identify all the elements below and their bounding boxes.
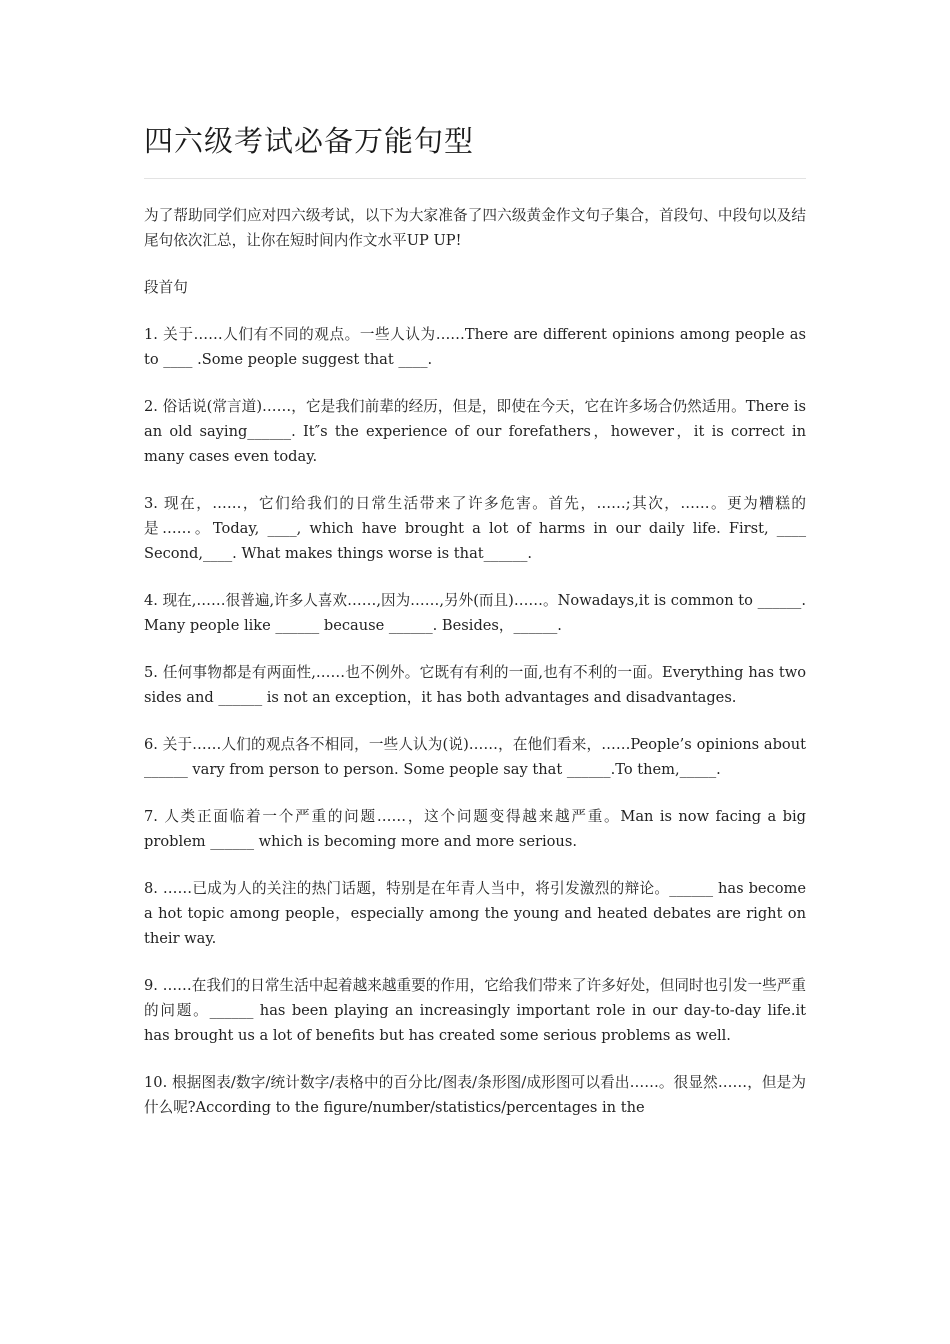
sentence-item: 3. 现在，……，它们给我们的日常生活带来了许多危害。首先，……;其次，……。更为糟糕的是……。Today, ____, which have brought a lot of harms in our daily life. First, ____ Second,____. What makes things worse is that______. [144,495,806,562]
sentence-item: 2. 俗话说(常言道)……，它是我们前辈的经历，但是，即使在今天，它在许多场合仍然适用。There is an old saying______. It″s the experience of our forefathers，however，it is correct in many cases even today. [144,398,806,465]
sentence-item: 7. 人类正面临着一个严重的问题……，这个问题变得越来越严重。Man is now facing a big problem ______ which is becoming more and more serious. [144,808,806,850]
section-heading: 段首句 [144,279,188,296]
sentence-list [144,322,806,1120]
intro-paragraph: 为了帮助同学们应对四六级考试，以下为大家准备了四六级黄金作文句子集合，首段句、中段句以及结尾句依次汇总，让你在短时间内作文水平UP UP! [144,207,806,249]
sentence-item: 8. ……已成为人的关注的热门话题，特别是在年青人当中，将引发激烈的辩论。______ has become a hot topic among people，especially among the young and heated debates are right on their way. [144,880,806,947]
sentence-item: 6. 关于……人们的观点各不相同，一些人认为(说)……，在他们看来，……People’s opinions about ______ vary from person to person. Some people say that ______.To them,_____. [144,736,806,778]
sentence-item: 9. ……在我们的日常生活中起着越来越重要的作用，它给我们带来了许多好处，但同时也引发一些严重的问题。______ has been playing an increasingly important role in our day-to-day life.it has brought us a lot of benefits but has created some serious problems as well. [144,977,806,1044]
sentence-item: 10. 根据图表/数字/统计数字/表格中的百分比/图表/条形图/成形图可以看出……。很显然……，但是为什么呢?According to the figure/number/statistics/percentages in the [144,1074,806,1116]
sentence-item: 1. 关于……人们有不同的观点。一些人认为……There are different opinions among people as to ____ .Some people suggest that ____. [144,326,806,368]
page-title: 四六级考试必备万能句型 [144,124,475,158]
sentence-item: 4. 现在,……很普遍,许多人喜欢……,因为……,另外(而且)……。Nowadays,it is common to ______. Many people like ______ because ______. Besides，______. [144,592,806,634]
document-page [144,0,806,1120]
title-divider [144,178,806,179]
sentence-item: 5. 任何事物都是有两面性,……也不例外。它既有有利的一面,也有不利的一面。Everything has two sides and ______ is not an exception，it has both advantages and disadvantages. [144,664,806,706]
